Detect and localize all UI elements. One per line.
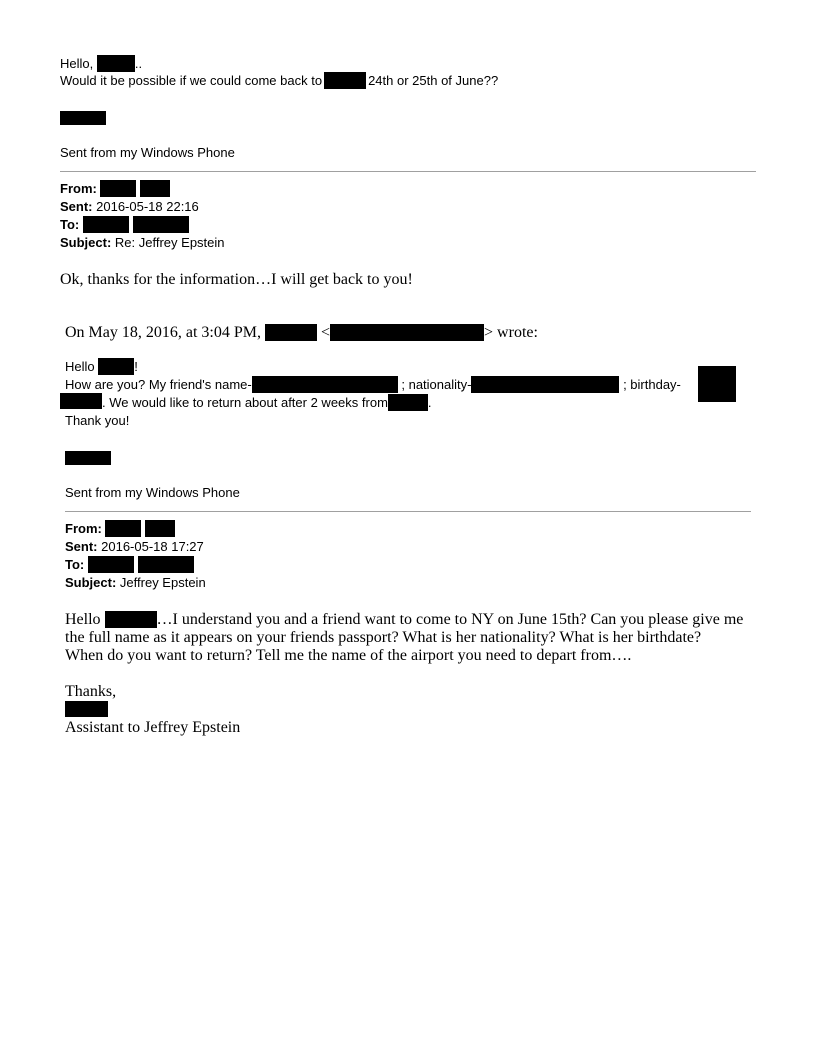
sent-label: Sent: [60, 199, 93, 214]
redaction-block [98, 358, 134, 375]
header-to [60, 216, 189, 234]
quote-line-2 [65, 376, 681, 394]
greeting-text: Hello, [60, 56, 94, 71]
body-line [60, 72, 498, 90]
quote-line3: . We would like to return about after 2 weeks from [102, 395, 388, 410]
sent-value: 2016-05-18 17:27 [101, 539, 204, 554]
original-line-2: the full name as it appears on your friends passport? What is her nationality? What is her birthdate? [65, 629, 702, 646]
quote-line-3 [102, 394, 432, 412]
original-line1: …I understand you and a friend want to come to NY on June 15th? Can you please give me [156, 611, 744, 628]
reply-text: Ok, thanks for the information…I will get back to you! [60, 271, 413, 288]
header2-from [65, 520, 175, 538]
quote-line3-end: . [427, 395, 432, 410]
quote-intro-lt: < [321, 324, 331, 341]
from-label: From: [60, 181, 97, 196]
redaction-block [97, 55, 135, 72]
redaction-block [265, 324, 317, 341]
redaction-block [133, 216, 189, 233]
redaction-block [252, 376, 398, 393]
quote-sent-from-signature: Sent from my Windows Phone [65, 485, 240, 500]
header-sent [60, 198, 199, 216]
subject-label: Subject: [65, 575, 117, 590]
redaction-block [83, 216, 129, 233]
original-sign: Assistant to Jeffrey Epstein [65, 719, 241, 736]
redacted-sender-name [65, 451, 111, 465]
body-text-a: Would it be possible if we could come back to [60, 73, 323, 88]
quote-intro-b: > wrote: [484, 324, 538, 341]
quote-intro [65, 324, 538, 342]
to-label: To: [65, 557, 85, 572]
header2-sent [65, 538, 204, 556]
original-thanks: Thanks, [65, 683, 117, 700]
separator-rule [65, 511, 751, 512]
sent-label: Sent: [65, 539, 98, 554]
quote-line2-b: ; nationality- [401, 377, 472, 392]
sent-value: 2016-05-18 22:16 [96, 199, 199, 214]
quote-line2-c: ; birthday- [623, 377, 681, 392]
quote-line2-a: How are you? My friend's name- [65, 377, 252, 392]
subject-value: Jeffrey Epstein [119, 575, 206, 590]
redacted-birthday [698, 366, 736, 402]
redaction-block [140, 180, 170, 197]
header-subject [60, 234, 225, 252]
quote-hello: Hello [65, 359, 95, 374]
header2-subject [65, 574, 206, 592]
redaction-block [330, 324, 484, 341]
redaction-block [388, 394, 428, 411]
redacted-sender-name [60, 111, 106, 125]
redacted-signer-name [65, 701, 108, 717]
to-label: To: [60, 217, 80, 232]
redacted-birthday-cont [60, 393, 102, 409]
subject-label: Subject: [60, 235, 112, 250]
body-text-b: 24th or 25th of June?? [368, 73, 499, 88]
greeting-line [60, 55, 142, 73]
from-label: From: [65, 521, 102, 536]
original-line-1 [65, 611, 743, 629]
quote-hello-end: ! [134, 359, 138, 374]
redaction-block [145, 520, 175, 537]
redaction-block [471, 376, 619, 393]
redaction-block [138, 556, 194, 573]
redaction-block [105, 520, 141, 537]
original-line-3: When do you want to return? Tell me the name of the airport you need to depart from…. [65, 647, 632, 664]
redaction-block [324, 72, 366, 89]
redaction-block [105, 611, 157, 628]
original-hello: Hello [65, 611, 101, 628]
header2-to [65, 556, 194, 574]
redaction-block [100, 180, 136, 197]
separator-rule [60, 171, 756, 172]
greeting-end: .. [134, 56, 143, 71]
redaction-block [88, 556, 134, 573]
subject-value: Re: Jeffrey Epstein [114, 235, 225, 250]
sent-from-signature: Sent from my Windows Phone [60, 145, 235, 160]
header-from [60, 180, 170, 198]
quote-thanks: Thank you! [65, 413, 130, 428]
quote-intro-a: On May 18, 2016, at 3:04 PM, [65, 324, 261, 341]
quote-hello-line [65, 358, 138, 376]
